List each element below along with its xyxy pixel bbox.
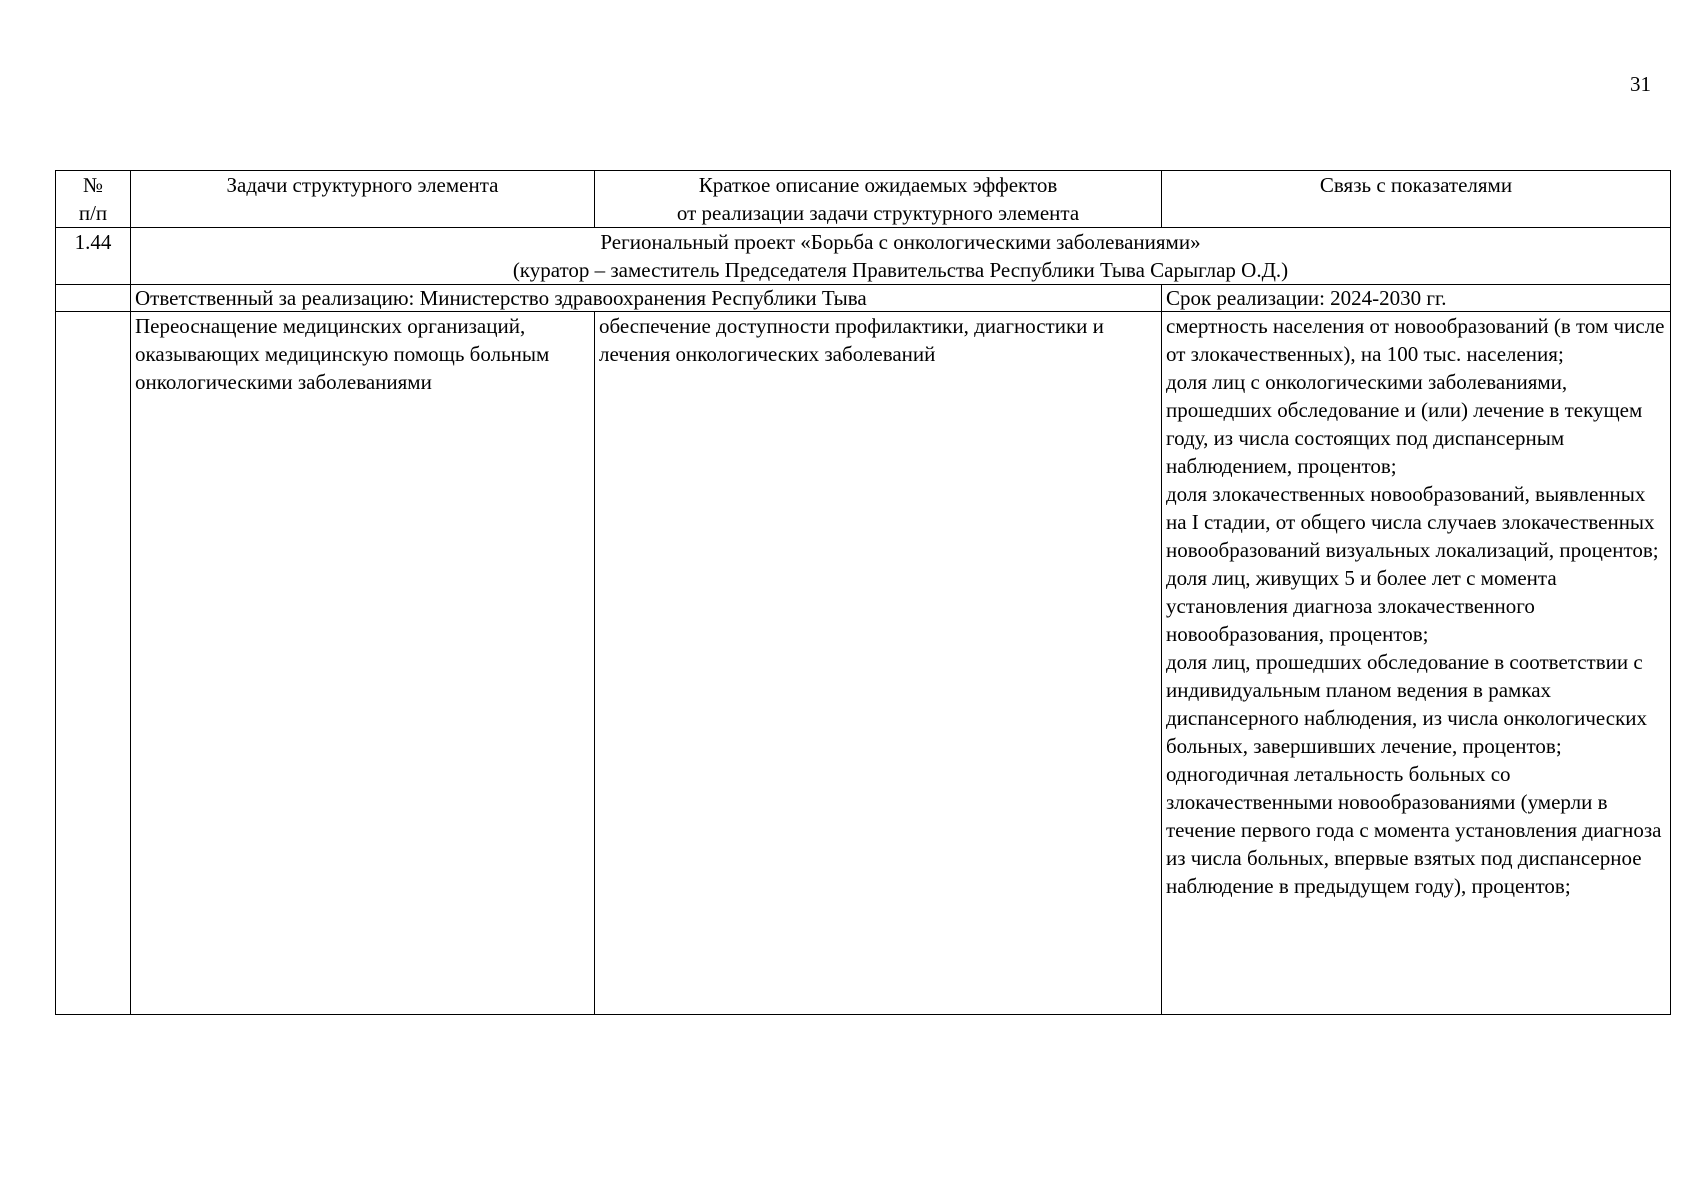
header-num-abbr: п/п: [78, 201, 108, 225]
row-num-empty: [56, 312, 131, 1015]
header-effects-line1: Краткое описание ожидаемых эффектов: [698, 173, 1058, 197]
table-row: [56, 312, 1671, 1015]
header-links-label: Связь с показателями: [1319, 173, 1513, 197]
implementation-term: Срок реализации: 2024-2030 гг.: [1162, 285, 1671, 312]
row-task: Переоснащение медицинских организаций, оказывающих медицинскую помощь больным онкологическими заболеваниями: [131, 312, 595, 1015]
indicator-item: одногодичная летальность больных со злокачественными новообразованиями (умерли в течение первого года с момента установления диагноза из числа больных, впервые взятых под диспансерное наблюдение в предыдущем году), процентов;: [1166, 762, 1662, 898]
header-effects: [595, 171, 1162, 228]
row-effect: обеспечение доступности профилактики, диагностики и лечения онкологических заболеваний: [595, 312, 1162, 1015]
header-task-label: Задачи структурного элемента: [226, 173, 499, 197]
responsible-row: [56, 285, 1671, 312]
project-curator: (куратор – заместитель Председателя Правительства Республики Тыва Сарыглар О.Д.): [512, 258, 1289, 282]
project-title: Региональный проект «Борьба с онкологическими заболеваниями»: [600, 230, 1201, 254]
project-title-cell: [131, 228, 1671, 285]
indicator-item: смертность населения от новообразований (в том числе от злокачественных), на 100 тыс. населения;: [1166, 314, 1665, 366]
indicator-item: доля злокачественных новообразований, выявленных на I стадии, от общего числа случаев злокачественных новообразований визуальных локализаций, процентов;: [1166, 482, 1659, 562]
responsible-label: Ответственный за реализацию: Министерство здравоохранения Республики Тыва: [131, 285, 1162, 312]
project-number: 1.44: [56, 228, 131, 285]
indicator-item: доля лиц с онкологическими заболеваниями, прошедших обследование и (или) лечение в текущем году, из числа состоящих под диспансерным наблюдением, процентов;: [1166, 370, 1643, 478]
structural-elements-table: [55, 170, 1671, 1015]
row-indicators: [1162, 312, 1671, 1015]
header-links: [1162, 171, 1671, 228]
header-effects-line2: от реализации задачи структурного элемента: [676, 201, 1080, 225]
indicator-item: доля лиц, живущих 5 и более лет с момента установления диагноза злокачественного новообразования, процентов;: [1166, 566, 1557, 646]
table-header-row: [56, 171, 1671, 228]
header-num-symbol: №: [82, 173, 104, 197]
responsible-empty-cell: [56, 285, 131, 312]
project-row: [56, 228, 1671, 285]
header-num: [56, 171, 131, 228]
indicator-item: доля лиц, прошедших обследование в соответствии с индивидуальным планом ведения в рамках диспансерного наблюдения, из числа онкологических больных, завершивших лечение, процентов;: [1166, 650, 1648, 758]
page-number: 31: [1630, 72, 1651, 96]
header-task: [131, 171, 595, 228]
